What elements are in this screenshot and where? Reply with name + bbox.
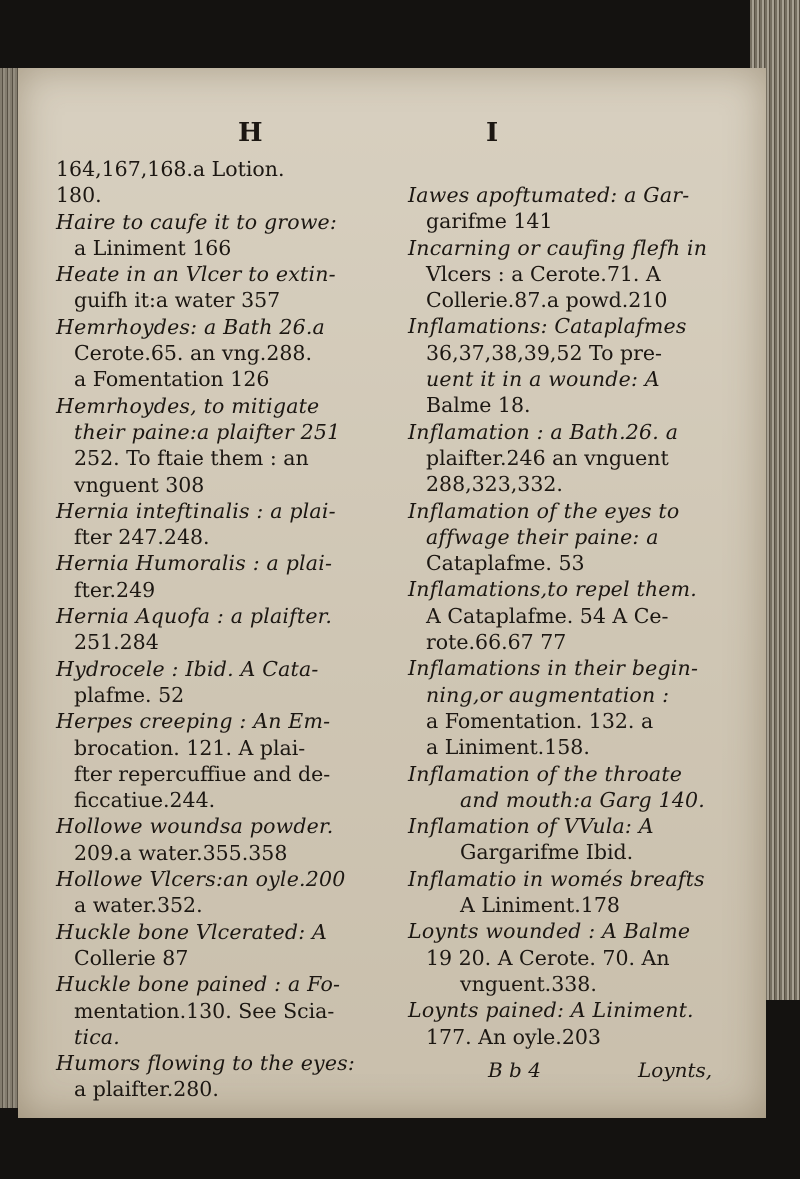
index-line: rote.66.67 77: [426, 630, 567, 655]
index-line: 177. An oyle.203: [426, 1024, 601, 1049]
index-line: ficcatiue.244.: [74, 788, 216, 813]
index-entry: Herpes creeping : An Em-: [56, 709, 331, 734]
index-entry: Loynts wounded : A Balme: [408, 919, 691, 944]
index-entry: Inflamations: Cataplafmes: [408, 314, 687, 339]
index-line: fter 247.248.: [74, 525, 210, 550]
index-line: mentation.130. See Scia-: [74, 998, 335, 1023]
index-entry: Iawes apoftumated: a Gar-: [408, 183, 690, 207]
index-entry: Inflamatio in womés breafts: [408, 866, 705, 891]
index-entry: Haire to caufe it to growe:: [56, 209, 337, 234]
index-line: affwage their paine: a: [426, 524, 659, 549]
index-entry: Incarning or caufing flefh in: [408, 235, 708, 260]
index-line: 180.: [56, 183, 102, 208]
index-line: a Liniment.158.: [426, 735, 590, 760]
index-line: ning,or augmentation :: [426, 682, 670, 707]
index-line: 19 20. A Cerote. 70. An: [426, 945, 670, 970]
index-line: garifme 141: [426, 209, 553, 234]
index-line: Cataplafme. 53: [426, 551, 585, 576]
index-line: Collerie 87: [74, 945, 189, 970]
index-entry: Inflamation of VVula: A: [408, 814, 654, 839]
index-entry: Huckle bone Vlcerated: A: [56, 919, 328, 944]
index-line: plafme. 52: [74, 682, 185, 707]
index-line: fter.249: [74, 577, 156, 602]
index-entry: Hydrocele : Ibid. A Cata-: [56, 656, 319, 681]
index-entry: Heate in an Vlcer to extin-: [56, 262, 336, 287]
index-entry: Huckle bone pained : a Fo-: [56, 972, 341, 997]
index-line: Balme 18.: [426, 393, 531, 418]
index-entry: Hernia Humoralis : a plai-: [56, 551, 333, 576]
index-entry: Inflamation of the eyes to: [408, 498, 680, 523]
catchword: Loynts,: [638, 1058, 713, 1082]
index-entry: Hernia inteftinalis : a plai-: [56, 498, 336, 523]
index-line: fter repercuffiue and de-: [74, 761, 331, 786]
index-line: a Liniment 166: [74, 235, 232, 260]
index-entry: Humors flowing to the eyes:: [56, 1051, 355, 1076]
index-entry: Hollowe Vlcers:an oyle.200: [56, 867, 346, 892]
right-index-column: [408, 182, 753, 1050]
index-line: a Fomentation 126: [74, 367, 270, 392]
left-index-letter: H: [238, 118, 263, 148]
index-entry: Loynts pained: A Liniment.: [408, 998, 694, 1023]
index-line: a water.352.: [74, 893, 203, 918]
book-page: [18, 68, 766, 1118]
left-index-column: [56, 156, 391, 1103]
index-line: brocation. 121. A plai-: [74, 735, 306, 760]
index-line: A Liniment.178: [460, 893, 620, 918]
index-line: tica.: [74, 1024, 121, 1049]
signature-mark: B b 4: [488, 1058, 541, 1082]
index-entry: Hemrhoydes: a Bath 26.a: [56, 314, 325, 339]
index-line: Gargarifme Ibid.: [460, 840, 634, 865]
index-line: 288,323,332.: [426, 472, 563, 497]
index-line: vnguent 308: [74, 472, 205, 497]
index-line: 209.a water.355.358: [74, 840, 288, 865]
index-line: and mouth:a Garg 140.: [460, 787, 706, 812]
index-line: vnguent.338.: [460, 971, 597, 996]
index-entry: Hemrhoydes, to mitigate: [56, 393, 320, 418]
index-line: 36,37,38,39,52 To pre-: [426, 340, 662, 365]
index-line: Collerie.87.a powd.210: [426, 288, 668, 313]
index-line: 251.284: [74, 630, 159, 655]
index-line: Vlcers : a Cerote.71. A: [426, 261, 661, 286]
index-line: a plaifter.280.: [74, 1077, 219, 1102]
right-index-letter: I: [486, 118, 499, 148]
index-entry: Hernia Aquofa : a plaifter.: [56, 604, 333, 629]
index-entry: Inflamations in their begin-: [408, 656, 699, 681]
index-line: guifh it:a water 357: [74, 288, 281, 313]
index-line: A Cataplafme. 54 A Ce-: [426, 603, 669, 628]
index-entry: Inflamation of the throate: [408, 761, 683, 786]
index-line: uent it in a wounde: A: [426, 367, 660, 392]
index-line: plaifter.246 an vnguent: [426, 445, 669, 470]
index-line: 252. To ftaie them : an: [74, 446, 309, 471]
index-line: 164,167,168.a Lotion.: [56, 157, 285, 181]
index-entry: Inflamations,to repel them.: [408, 577, 697, 602]
index-line: their paine:a plaifter 251: [74, 419, 341, 444]
index-line: a Fomentation. 132. a: [426, 708, 654, 733]
index-entry: Hollowe woundsa powder.: [56, 814, 334, 839]
index-entry: Inflamation : a Bath.26. a: [408, 419, 679, 444]
index-line: Cerote.65. an vng.288.: [74, 341, 312, 366]
